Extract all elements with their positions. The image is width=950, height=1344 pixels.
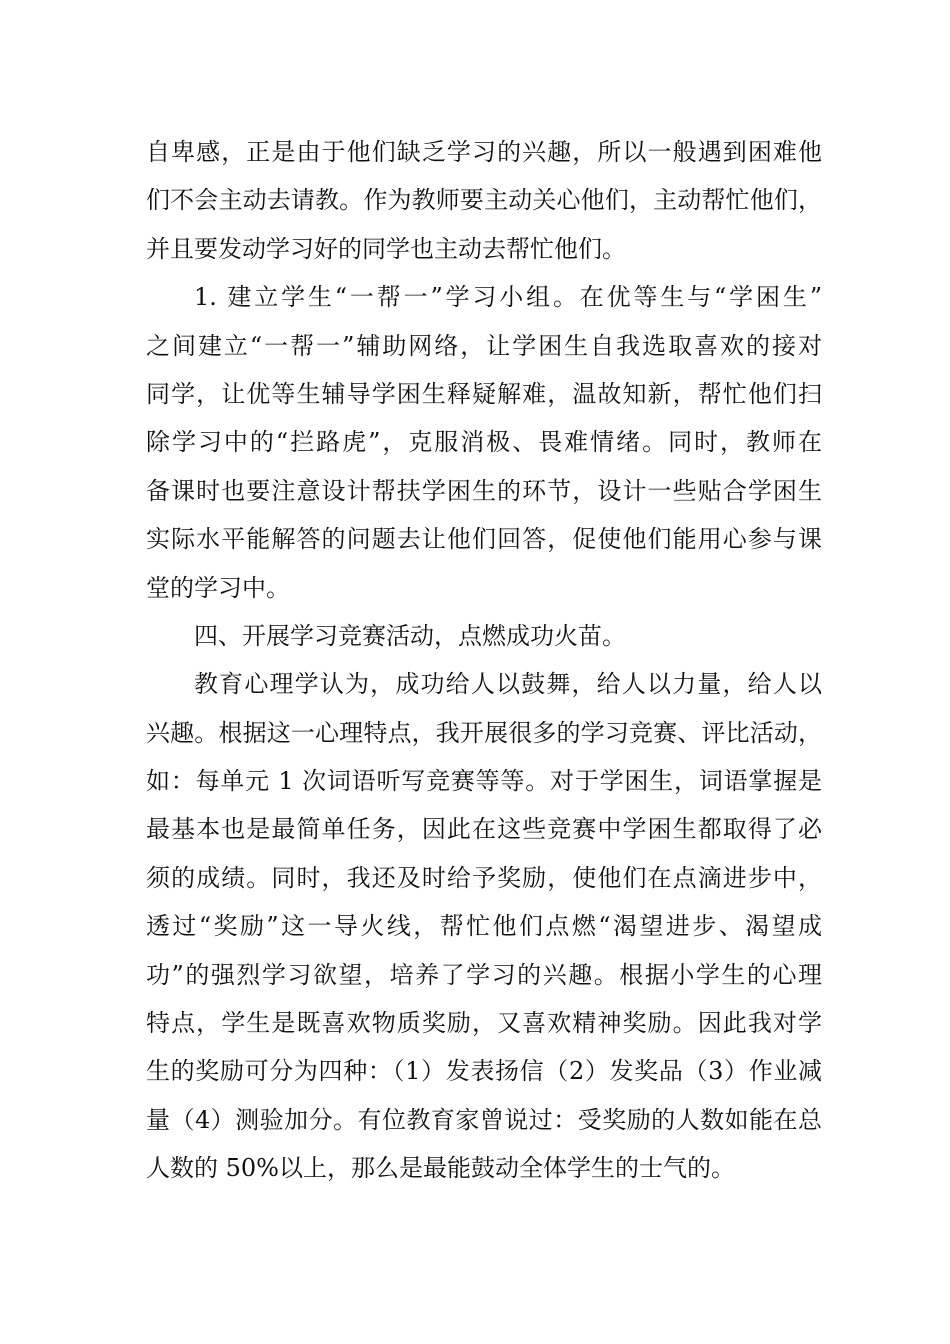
text-line: 并且要发动学习好的同学也主动去帮忙他们。 [146, 234, 626, 263]
text-line: 量（4）测验加分。有位教育家曾说过：受奖励的人数如能在总 [146, 1105, 822, 1134]
document-body [146, 128, 822, 1193]
text-line: 同学，让优等生辅导学困生释疑解难，温故知新，帮忙他们扫 [146, 379, 822, 408]
text-line: 须的成绩。同时，我还及时给予奖励，使他们在点滴进步中， [146, 863, 822, 892]
text-line: 自卑感，正是由于他们缺乏学习的兴趣，所以一般遇到困难他 [146, 138, 822, 166]
text-line: 教育心理学认为，成功给人以鼓舞，给人以力量，给人以 [194, 670, 822, 699]
text-line: 如：每单元 1 次词语听写竞赛等等。对于学困生，词语掌握是 [146, 767, 822, 796]
text-line: 除学习中的“拦路虎”，克服消极、畏难情绪。同时，教师在 [146, 428, 822, 457]
text-line: 透过“奖励”这一导火线，帮忙他们点燃“渴望进步、渴望成 [146, 912, 822, 941]
text-line: 最基本也是最简单任务，因此在这些竞赛中学困生都取得了必 [146, 815, 822, 844]
text-line: 兴趣。根据这一心理特点，我开展很多的学习竞赛、评比活动， [146, 718, 822, 747]
text-line: 四、开展学习竞赛活动，点燃成功火苗。 [194, 621, 626, 650]
text-line: 实际水平能解答的问题去让他们回答，促使他们能用心参与课 [146, 525, 822, 554]
text-line: 之间建立“一帮一”辅助网络，让学困生自我选取喜欢的接对 [146, 331, 822, 360]
text-line: 堂的学习中。 [146, 573, 290, 602]
text-line: 人数的 50%以上，那么是最能鼓动全体学生的士气的。 [146, 1154, 735, 1183]
text-line: 们不会主动去请教。作为教师要主动关心他们，主动帮忙他们， [146, 186, 822, 215]
text-line: 功”的强烈学习欲望，培养了学习的兴趣。根据小学生的心理 [146, 960, 822, 989]
text-line: 备课时也要注意设计帮扶学困生的环节，设计一些贴合学困生 [146, 476, 822, 505]
text-line: 1. 建立学生“一帮一”学习小组。在优等生与“学困生” [194, 283, 822, 312]
text-line: 特点，学生是既喜欢物质奖励，又喜欢精神奖励。因此我对学 [146, 1009, 822, 1038]
text-line: 生的奖励可分为四种：（1）发表扬信（2）发奖品（3）作业减 [146, 1057, 822, 1086]
